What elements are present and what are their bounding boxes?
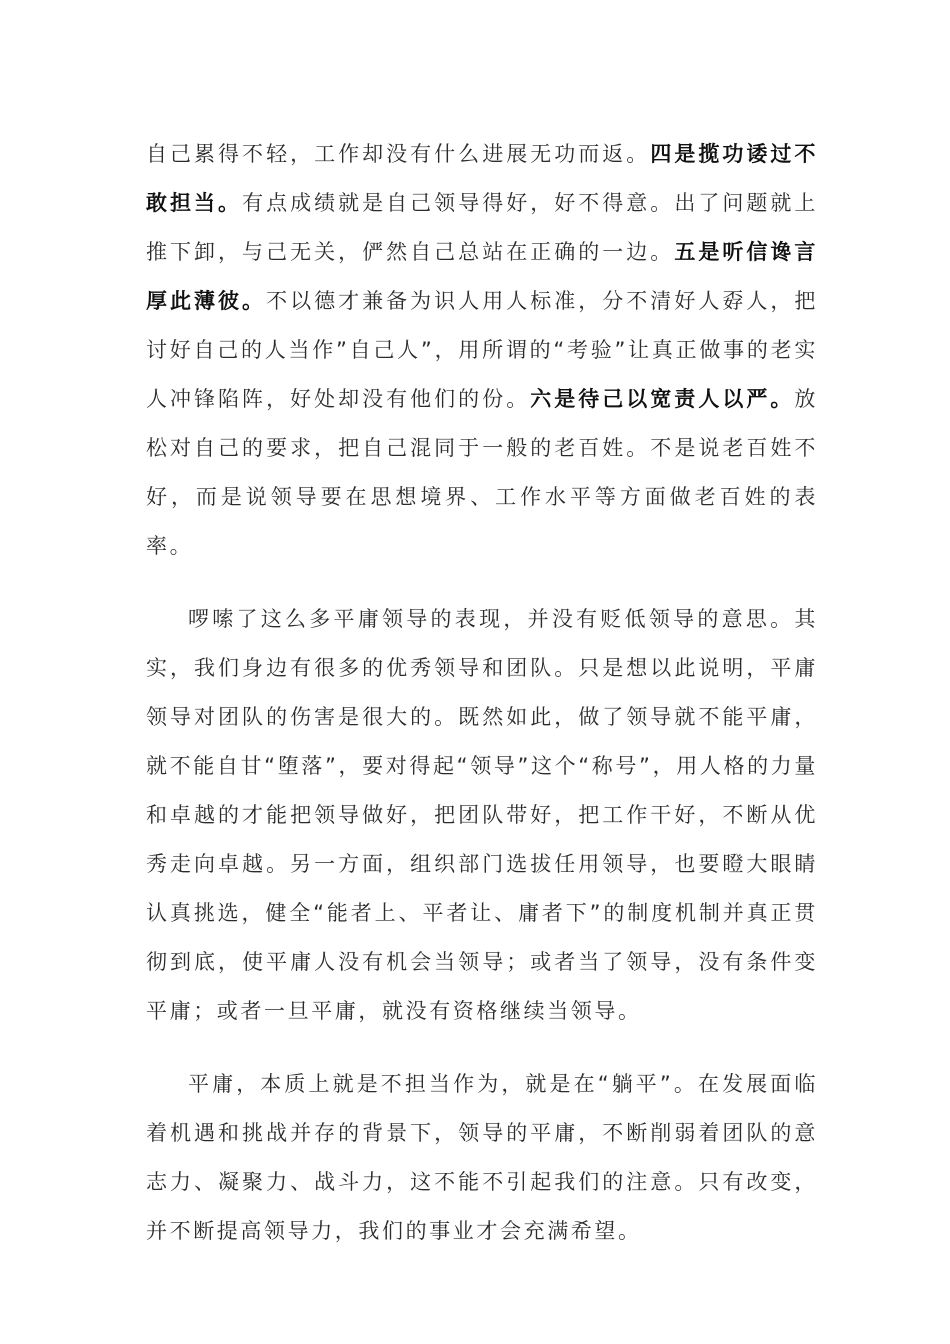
- text-segment: 有点成绩就是自己领导得好，好不得意。出了问题就上推下卸，与己无关，俨然自己总站在正确的一边。: [146, 191, 818, 264]
- paragraph-3: [146, 1060, 818, 1256]
- bold-heading-5: 五是听信谗言厚此薄彼。: [146, 240, 818, 313]
- text-segment: 平庸，本质上就是不担当作为，就是在“躺平”。在发展面临着机遇和挑战并存的背景下，领导的平庸，不断削弱着团队的意志力、凝聚力、战斗力，这不能不引起我们的注意。只有改变，并不断提高领导力，我们的事业才会充满希望。: [146, 1072, 818, 1243]
- paragraph-2: [146, 595, 818, 1036]
- text-segment: 放松对自己的要求，把自己混同于一般的老百姓。不是说老百姓不好，而是说领导要在思想境界、工作水平等方面做老百姓的表率。: [146, 387, 818, 558]
- text-segment: 啰嗦了这么多平庸领导的表现，并没有贬低领导的意思。其实，我们身边有很多的优秀领导和团队。只是想以此说明，平庸领导对团队的伤害是很大的。既然如此，做了领导就不能平庸，就不能自甘“堕落”，要对得起“领导”这个“称号”，用人格的力量和卓越的才能把领导做好，把团队带好，把工作干好，不断从优秀走向卓越。另一方面，组织部门选拔任用领导，也要瞪大眼睛认真挑选，健全“能者上、平者让、庸者下”的制度机制并真正贯彻到底，使平庸人没有机会当领导；或者当了领导，没有条件变平庸；或者一旦平庸，就没有资格继续当领导。: [146, 607, 818, 1023]
- text-segment: 不以德才兼备为识人用人标准，分不清好人孬人，把讨好自己的人当作”自己人”，用所谓的“考验”让真正做事的老实人冲锋陷阵，好处却没有他们的份。: [146, 289, 818, 411]
- bold-heading-4: 四是揽功诿过不敢担当。: [146, 142, 818, 215]
- document-body: [146, 130, 818, 1256]
- bold-heading-6: 六是待己以宽责人以严。: [530, 387, 795, 411]
- text-segment: 自己累得不轻，工作却没有什么进展无功而返。: [146, 142, 651, 166]
- paragraph-1: [146, 130, 818, 571]
